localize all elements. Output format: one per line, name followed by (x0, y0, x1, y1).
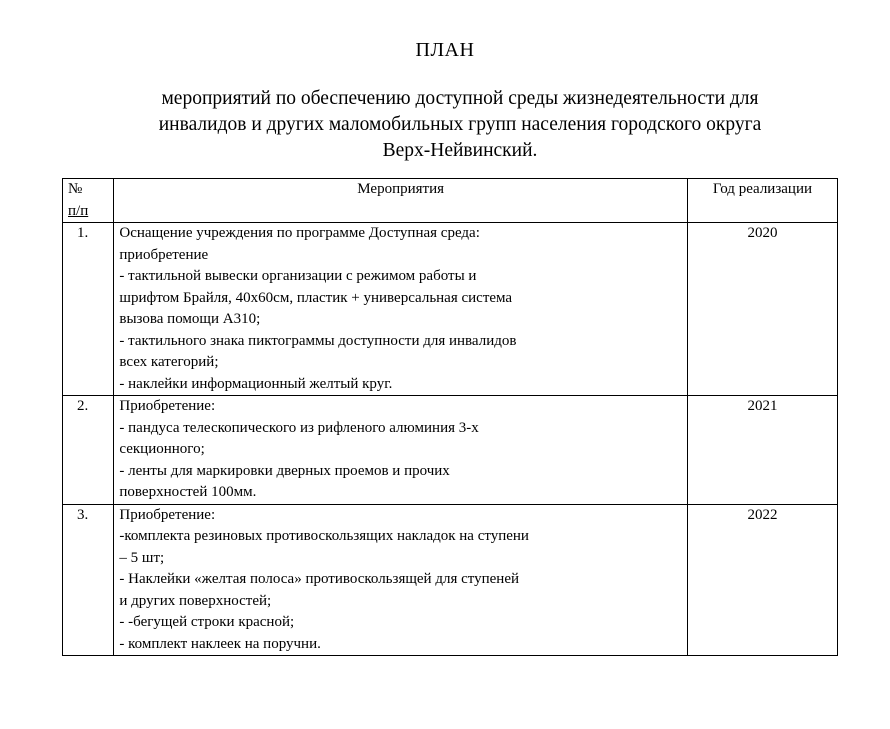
row-number: 2. (63, 396, 114, 505)
activity-line: – 5 шт; (119, 549, 165, 566)
header-number (63, 179, 114, 223)
activity-line: -комплекта резиновых противоскользящих накладок на ступени (119, 528, 529, 544)
table-row (63, 223, 838, 396)
row-year: 2022 (687, 504, 837, 656)
header-year: Год реализации (687, 179, 837, 223)
row-number: 1. (63, 223, 114, 396)
document-subtitle (70, 86, 850, 164)
subtitle-line: мероприятий по обеспечению доступной среды жизнедеятельности для (161, 88, 759, 109)
activity-line: - пандуса телескопического из рифленого алюминия 3-х (119, 419, 479, 436)
header-number-abbr: п/п (68, 202, 89, 219)
table-row (63, 504, 838, 656)
row-activities (114, 396, 688, 505)
row-activities (114, 223, 688, 396)
document-title: ПЛАН (415, 39, 475, 61)
activity-line: Приобретение: (119, 506, 216, 523)
activity-line: поверхностей 100мм. (119, 484, 257, 500)
row-year: 2020 (687, 223, 837, 396)
row-number: 3. (63, 504, 114, 656)
row-year: 2021 (687, 396, 837, 505)
activity-line: приобретение (119, 246, 209, 263)
row-activities (114, 504, 688, 656)
subtitle-line: инвалидов и других маломобильных групп населения городского округа (158, 114, 762, 135)
table-header-row (63, 179, 838, 223)
activity-line: - наклейки информационный желтый круг. (119, 375, 393, 392)
activity-line: вызова помощи А310; (119, 311, 261, 327)
activity-line: - -бегущей строки красной; (119, 614, 295, 630)
activity-line: - тактильного знака пиктограммы доступности для инвалидов (119, 332, 517, 349)
header-activities: Мероприятия (114, 179, 688, 223)
activities-table (62, 178, 838, 656)
activity-line: Приобретение: (119, 398, 216, 414)
table-row (63, 396, 838, 505)
activity-line: - ленты для маркировки дверных проемов и прочих (119, 462, 450, 479)
activity-line: - Наклейки «желтая полоса» противоскользящей для ступеней (119, 571, 520, 587)
activity-line: и других поверхностей; (119, 592, 272, 609)
activity-line: шрифтом Брайля, 40х60см, пластик + универсальная система (119, 289, 513, 306)
subtitle-line: Верх-Нейвинский. (382, 140, 538, 161)
activity-line: - комплект наклеек на поручни. (119, 635, 321, 652)
activity-line: секционного; (119, 441, 205, 457)
activity-line: всех категорий; (119, 354, 219, 370)
header-number-symbol: № (68, 181, 83, 197)
activity-line: Оснащение учреждения по программе Доступная среда: (119, 225, 480, 241)
activity-line: - тактильной вывески организации с режимом работы и (119, 268, 477, 284)
